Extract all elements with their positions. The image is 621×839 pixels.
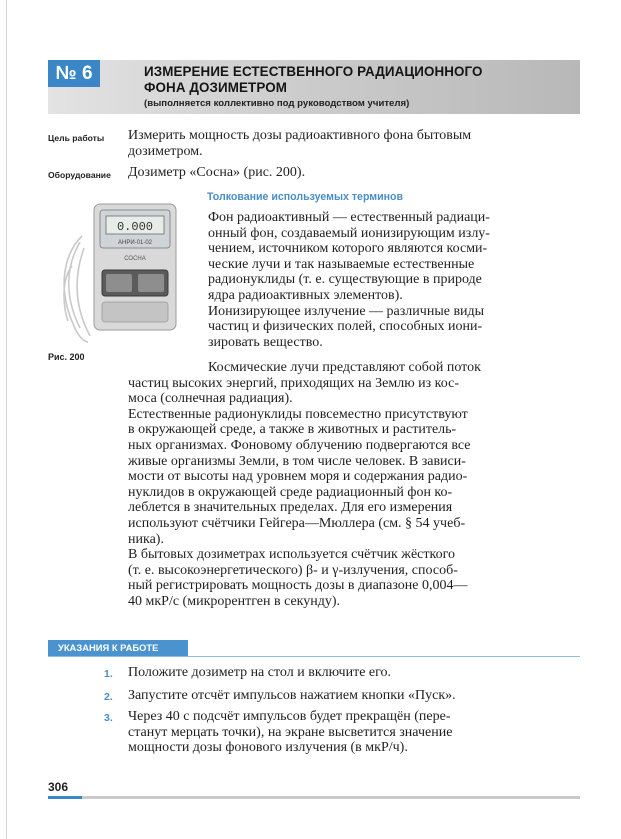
equipment-line: Дозиметр «Сосна» (рис. 200).: [128, 165, 306, 180]
lab-title-line: ИЗМЕРЕНИЕ ЕСТЕСТВЕННОГО РАДИАЦИОННОГО: [144, 64, 483, 79]
terms-wide-block: [128, 360, 481, 610]
device-model-label: АНРИ-01-02: [118, 240, 152, 246]
equipment-text: [128, 165, 305, 181]
goal-label: Цель работы: [48, 133, 105, 143]
step-text: [128, 688, 456, 704]
step-line: Положите дозиметр на стол и включите его.: [128, 665, 392, 680]
terms-line: ческие лучи и так называемые естественные: [208, 256, 475, 272]
goal-line: Измерить мощность дозы радиоактивного фона бытовым: [128, 128, 472, 143]
step-number: 2.: [104, 691, 113, 703]
device-brand-label: СОСНА: [124, 256, 146, 262]
lab-subtitle: (выполняется коллективно под руководством учителя): [144, 98, 410, 109]
step-line: Запустите отсчёт импульсов нажатием кнопки «Пуск».: [128, 688, 456, 703]
step-line: Через 40 с подсчёт импульсов будет прекращён (пере-: [128, 709, 451, 724]
terms-line: (т. е. высокоэнергетического) β- и γ-излучения, способ-: [128, 562, 458, 578]
terms-line: чением, источником которого являются косми-: [208, 241, 488, 257]
terms-line: ный регистрировать мощность дозы в диапазоне 0,004—: [128, 578, 468, 594]
terms-line: онный фон, создаваемый ионизирующим излу-: [208, 225, 490, 241]
footer-rule: [48, 796, 580, 799]
equipment-label: Оборудование: [48, 170, 111, 180]
terms-line: частиц высоких энергий, приходящих на Землю из кос-: [128, 375, 459, 391]
terms-line: зировать вещество.: [208, 334, 323, 350]
terms-line: ника).: [128, 531, 164, 547]
device-button-right: [138, 274, 164, 292]
terms-line: ных организмах. Фоновому облучению подвергаются все: [128, 437, 471, 453]
terms-line: Фон радиоактивный — естественный радиаци-: [208, 210, 490, 225]
terms-line: используют счётчики Гейгера—Мюллера (см. § 54 учеб-: [128, 515, 466, 531]
lab-number-badge: № 6: [48, 60, 100, 87]
goal-text: [128, 128, 471, 159]
terms-line: в окружающей среде, а также в животных и раститель-: [128, 422, 457, 438]
terms-line: моса (солнечная радиация).: [128, 391, 293, 407]
terms-line: живые организмы Земли, в том числе человек. В зависи-: [128, 453, 466, 469]
terms-line: Космические лучи представляют собой поток: [208, 360, 481, 375]
terms-line: В бытовых дозиметрах используется счётчик жёсткого: [128, 547, 455, 563]
dosimeter-figure: [54, 196, 202, 344]
terms-line: радионуклиды (т. е. существующие в природе: [208, 272, 482, 288]
terms-line: Естественные радионуклиды повсеместно присутствуют: [128, 406, 468, 422]
step-number: 1.: [104, 668, 113, 680]
device-display-reading: 0.000: [116, 220, 154, 234]
terms-line: ядра радиоактивных элементов).: [208, 287, 403, 303]
footer-rule-accent: [48, 796, 82, 799]
terms-line: леблется в значительных пределах. Для его измерения: [128, 500, 453, 516]
page-edge: [6, 0, 7, 839]
terms-line: мости от высоты над уровнем моря и содержания радио-: [128, 469, 468, 485]
figure-caption: Рис. 200: [48, 352, 85, 362]
strap-illustration: [64, 236, 90, 342]
device-button-left: [106, 274, 132, 292]
page-number: 306: [48, 780, 69, 794]
step-text: [128, 665, 391, 681]
step-number: 3.: [104, 712, 113, 724]
terms-narrow-block: [208, 210, 490, 350]
step-text: [128, 709, 452, 756]
lab-title: [144, 64, 564, 96]
device-lower-panel: [102, 302, 168, 322]
goal-line: дозиметром.: [128, 143, 203, 159]
terms-line: 40 мкР/с (микрорентген в секунду).: [128, 593, 341, 609]
terms-line: Ионизирующее излучение — различные виды: [208, 303, 485, 319]
terms-title: Толкование используемых терминов: [207, 191, 404, 203]
step-line: станут мерцать точки), на экране высветится значение: [128, 724, 453, 740]
instructions-rule: [48, 656, 580, 657]
terms-line: частиц и физических полей, способных иони-: [208, 319, 483, 335]
lab-title-line: ФОНА ДОЗИМЕТРОМ: [144, 80, 287, 95]
step-line: мощности дозы фонового излучения (в мкР/ч).: [128, 740, 408, 756]
instructions-heading: УКАЗАНИЯ К РАБОТЕ: [48, 640, 188, 656]
terms-line: нуклидов в окружающей среде радиационный фон ко-: [128, 484, 453, 500]
